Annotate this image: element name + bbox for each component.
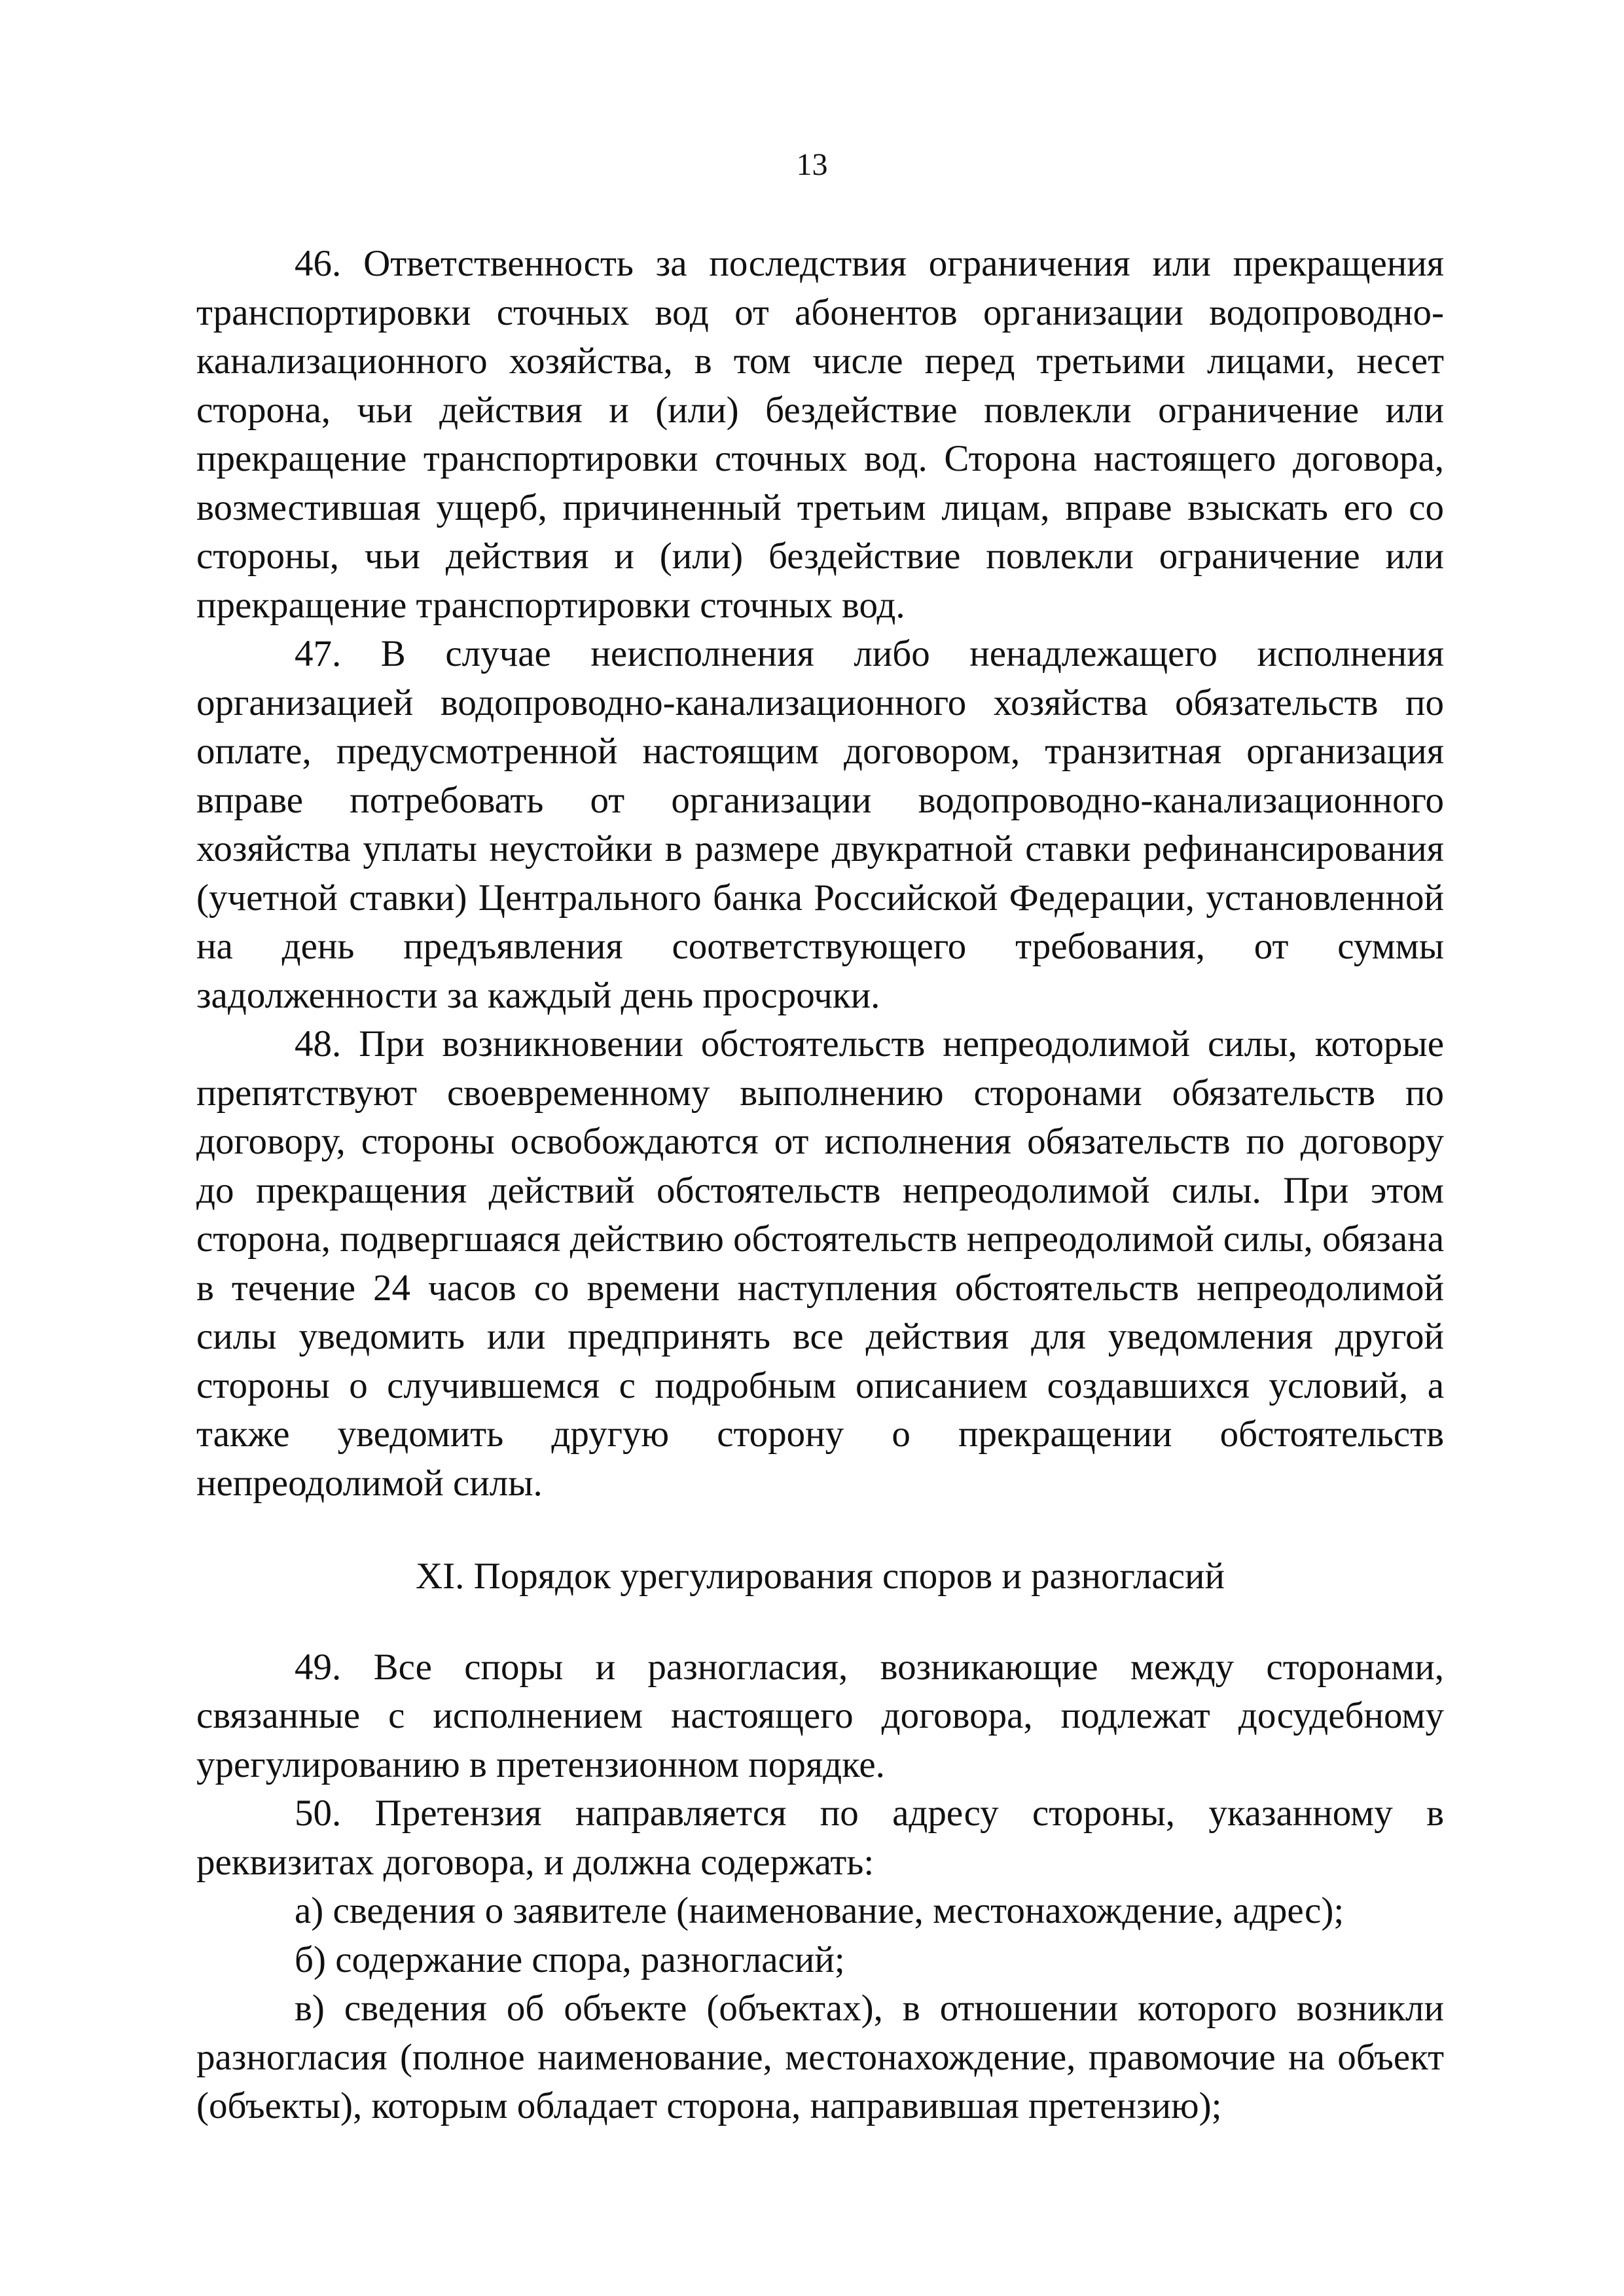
section-heading: XI. Порядок урегулирования споров и разногласий	[415, 1556, 1225, 1597]
paragraph-49: 49. Все споры и разногласия, возникающие между сторонами, связанные с исполнением настоящего договора, подлежат досудебному урегулированию в претензионном порядке.	[196, 1646, 1444, 1785]
list-item-b: б) содержание спора, разногласий;	[295, 1939, 845, 1980]
page-number: 13	[796, 147, 828, 182]
list-item-a: а) сведения о заявителе (наименование, местонахождение, адрес);	[295, 1890, 1344, 1931]
paragraph-47: 47. В случае неисполнения либо ненадлежащего исполнения организацией водопроводно-канализационного хозяйства обязательств по оплате, предусмотренной настоящим договором, транзитная организация вправе потребовать от организации водопроводно-канализационного хозяйства уплаты неустойки в размере двукратной ставки рефинансирования (учетной ставки) Центрального банка Российской Федерации, установленной на день предъявления соответствующего требования, от суммы задолженности за каждый день просрочки.	[196, 633, 1444, 1016]
document-body	[196, 240, 1444, 2131]
paragraph-48: 48. При возникновении обстоятельств непреодолимой силы, которые препятствуют своевременному выполнению сторонами обязательств по договору, стороны освобождаются от исполнения обязательств по договору до прекращения действий обстоятельств непреодолимой силы. При этом сторона, подвергшаяся действию обстоятельств непреодолимой силы, обязана в течение 24 часов со времени наступления обстоятельств непреодолимой силы уведомить или предпринять все действия для уведомления другой стороны о случившемся с подробным описанием создавшихся условий, а также уведомить другую сторону о прекращении обстоятельств непреодолимой силы.	[196, 1023, 1444, 1504]
paragraph-46: 46. Ответственность за последствия ограничения или прекращения транспортировки сточных вод от абонентов организации водопроводно-канализационного хозяйства, в том числе перед третьими лицами, несет сторона, чьи действия и (или) бездействие повлекли ограничение или прекращение транспортировки сточных вод. Сторона настоящего договора, возместившая ущерб, причиненный третьим лицам, вправе взыскать его со стороны, чьи действия и (или) бездействие повлекли ограничение или прекращение транспортировки сточных вод.	[196, 243, 1444, 626]
paragraph-50: 50. Претензия направляется по адресу стороны, указанному в реквизитах договора, и должна содержать:	[196, 1793, 1444, 1883]
list-item-v: в) сведения об объекте (объектах), в отношении которого возникли разногласия (полное наименование, местонахождение, правомочие на объект (объекты), которым обладает сторона, направившая претензию);	[196, 1988, 1444, 2126]
